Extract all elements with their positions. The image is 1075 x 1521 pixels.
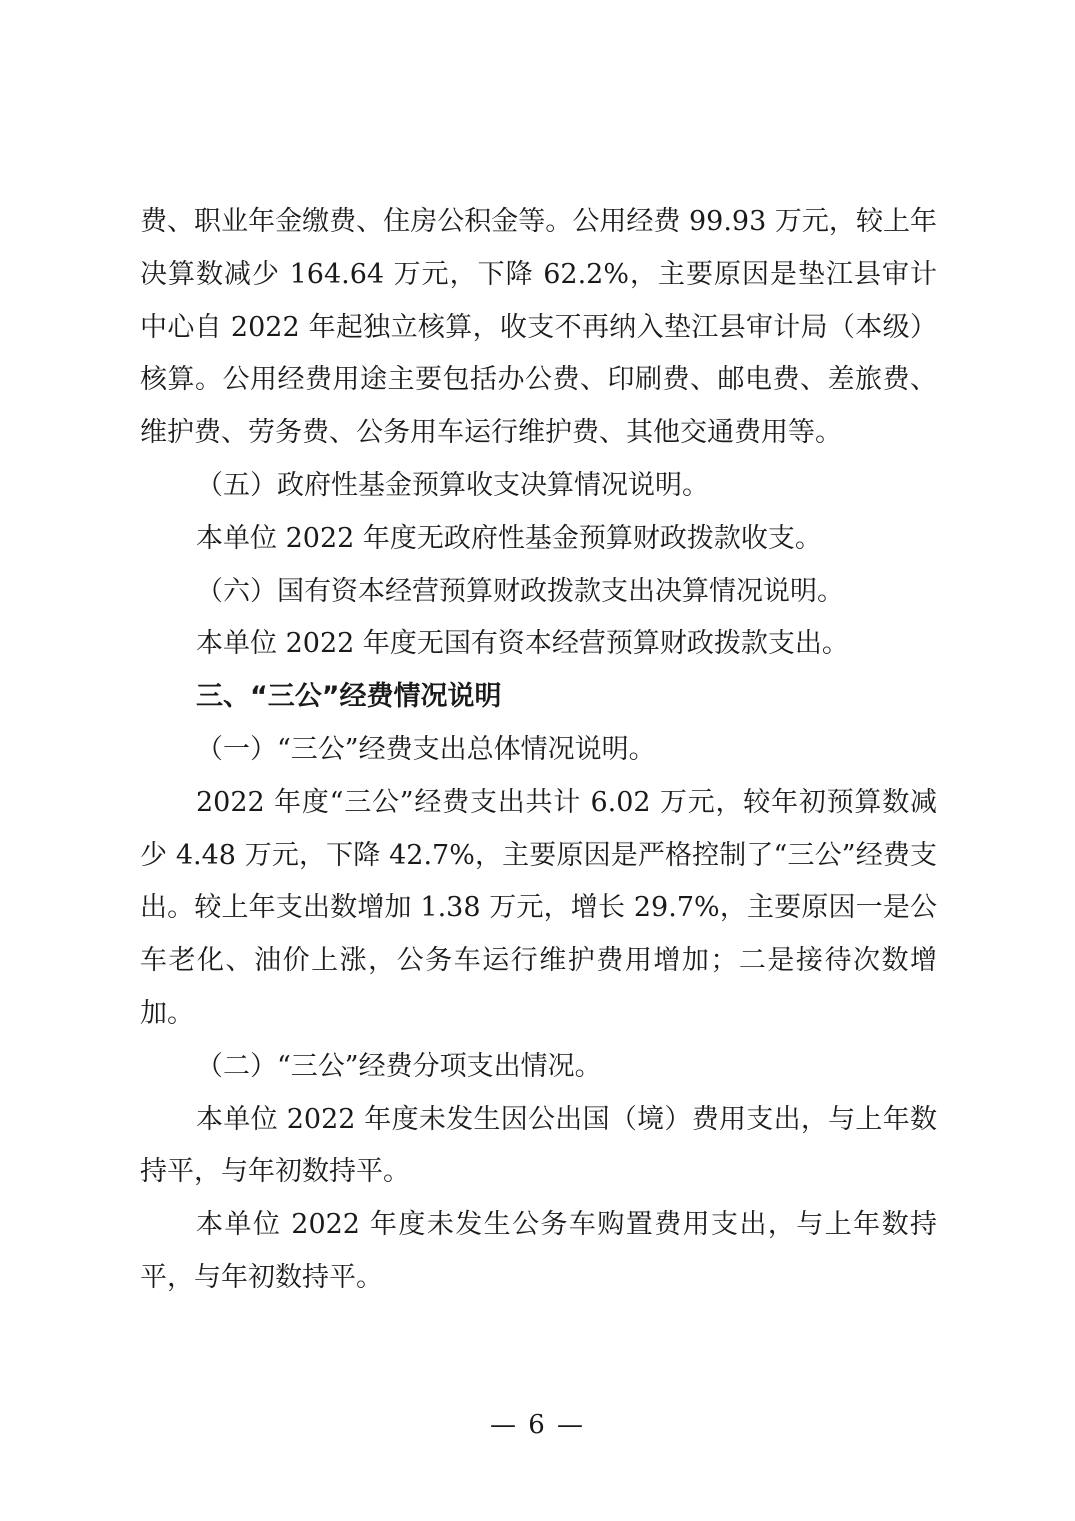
document-body bbox=[140, 196, 937, 1305]
paragraph-three-public-overall: 2022 年度“三公”经费支出共计 6.02 万元，较年初预算数减少 4.48 万元，下降 42.7%，主要原因是严格控制了“三公”经费支出。较上年支出数增加 1.38 万元，增长 29.7%，主要原因一是公车老化、油价上涨，公务车运行维护费用增加；二是接待次数增加。 bbox=[140, 786, 937, 1029]
subheading-government-fund: （五）政府性基金预算收支决算情况说明。 bbox=[196, 469, 709, 501]
paragraph-state-capital: 本单位 2022 年度无国有资本经营预算财政拨款支出。 bbox=[196, 628, 849, 660]
subheading-three-public-overall: （一）“三公”经费支出总体情况说明。 bbox=[196, 733, 656, 765]
paragraph-vehicle-purchase: 本单位 2022 年度未发生公务车购置费用支出，与上年数持平，与年初数持平。 bbox=[140, 1209, 937, 1293]
paragraph-public-expenses: 费、职业年金缴费、住房公积金等。公用经费 99.93 万元，较上年决算数减少 164.64 万元，下降 62.2%，主要原因是垫江县审计中心自 2022 年起独立核算，收支不再纳入垫江县审计局（本级）核算。公用经费用途主要包括办公费、印刷费、邮电费、差旅费、维护费、劳务费、公务用车运行维护费、其他交通费用等。 bbox=[140, 206, 937, 449]
section-heading-three-public: 三、“三公”经费情况说明 bbox=[196, 681, 502, 713]
subheading-state-capital: （六）国有资本经营预算财政拨款支出决算情况说明。 bbox=[196, 575, 844, 607]
subheading-three-public-items: （二）“三公”经费分项支出情况。 bbox=[196, 1050, 602, 1082]
paragraph-government-fund: 本单位 2022 年度无政府性基金预算财政拨款收支。 bbox=[196, 522, 822, 554]
page-number: — 6 — bbox=[489, 1410, 586, 1440]
paragraph-overseas-travel: 本单位 2022 年度未发生因公出国（境）费用支出，与上年数持平，与年初数持平。 bbox=[140, 1103, 937, 1188]
